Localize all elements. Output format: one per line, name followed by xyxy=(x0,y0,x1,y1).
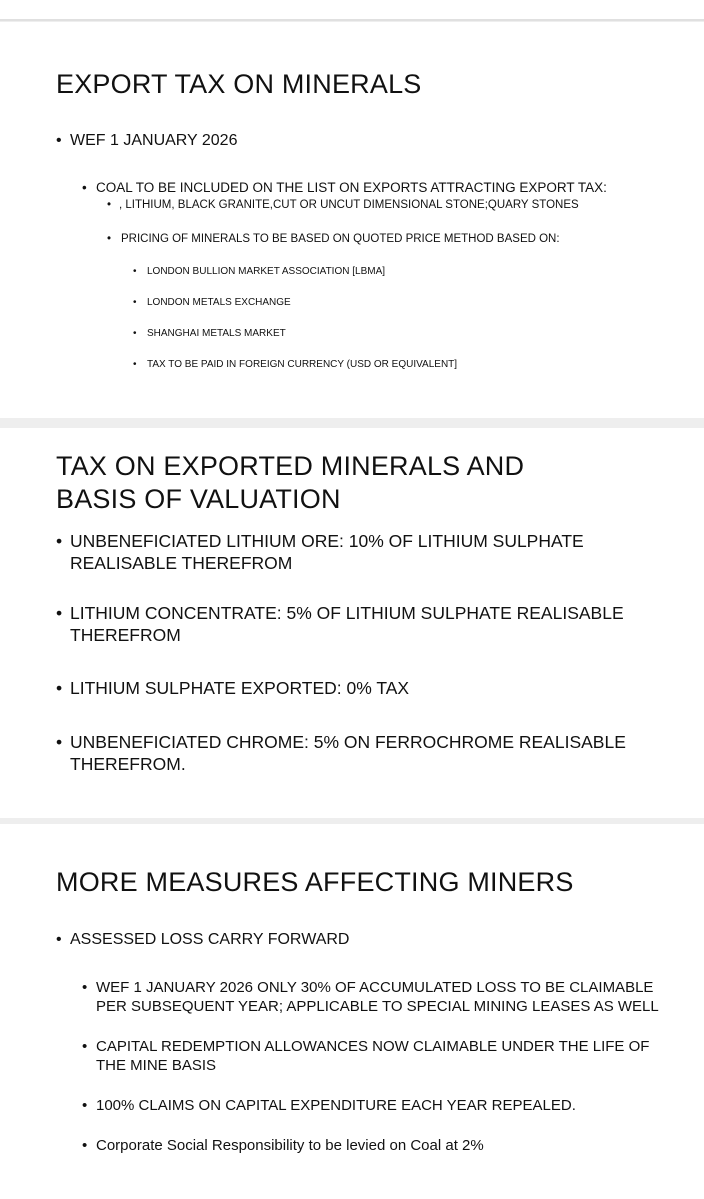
bullet-item: • LONDON METALS EXCHANGE xyxy=(133,297,291,308)
bullet-item: • UNBENEFICIATED CHROME: 5% ON FERROCHROME REALISABLE THEREFROM. xyxy=(56,732,626,774)
slide-tax-on-exported-minerals xyxy=(0,428,704,818)
bullet-item: • SHANGHAI METALS MARKET xyxy=(133,328,286,339)
slide-export-tax xyxy=(0,22,704,418)
bullet-item: • WEF 1 JANUARY 2026 ONLY 30% OF ACCUMULATED LOSS TO BE CLAIMABLE PER SUBSEQUENT YEAR; APPLICABLE TO SPECIAL MINING LEASES AS WELL xyxy=(82,979,659,1015)
top-bar xyxy=(0,0,704,20)
bullet-item: • PRICING OF MINERALS TO BE BASED ON QUOTED PRICE METHOD BASED ON: xyxy=(107,233,560,245)
bullet-item: • , LITHIUM, BLACK GRANITE,CUT OR UNCUT DIMENSIONAL STONE;QUARY STONES xyxy=(107,199,579,211)
bullet-item: • LITHIUM CONCENTRATE: 5% OF LITHIUM SULPHATE REALISABLE THEREFROM xyxy=(56,603,624,645)
bullet-item: • CAPITAL REDEMPTION ALLOWANCES NOW CLAIMABLE UNDER THE LIFE OF THE MINE BASIS xyxy=(82,1038,650,1074)
bullet-item: • COAL TO BE INCLUDED ON THE LIST ON EXPORTS ATTRACTING EXPORT TAX: xyxy=(82,180,607,195)
bullet-item: • ASSESSED LOSS CARRY FORWARD xyxy=(56,931,350,948)
bullet-item: • WEF 1 JANUARY 2026 xyxy=(56,132,238,149)
slide-title: MORE MEASURES AFFECTING MINERS xyxy=(56,867,574,897)
bullet-item: • 100% CLAIMS ON CAPITAL EXPENDITURE EACH YEAR REPEALED. xyxy=(82,1097,576,1114)
slide-title: TAX ON EXPORTED MINERALS AND BASIS OF VALUATION xyxy=(56,451,525,514)
bullet-item: • LONDON BULLION MARKET ASSOCIATION [LBMA] xyxy=(133,266,386,277)
slide-title: EXPORT TAX ON MINERALS xyxy=(56,69,422,99)
slide-more-measures xyxy=(0,824,704,1199)
bullet-item: • UNBENEFICIATED LITHIUM ORE: 10% OF LITHIUM SULPHATE REALISABLE THEREFROM xyxy=(56,531,584,573)
bullet-item: • LITHIUM SULPHATE EXPORTED: 0% TAX xyxy=(56,678,410,698)
bullet-item: • TAX TO BE PAID IN FOREIGN CURRENCY (USD OR EQUIVALENT] xyxy=(133,359,458,370)
bullet-item: • Corporate Social Responsibility to be levied on Coal at 2% xyxy=(82,1137,484,1154)
